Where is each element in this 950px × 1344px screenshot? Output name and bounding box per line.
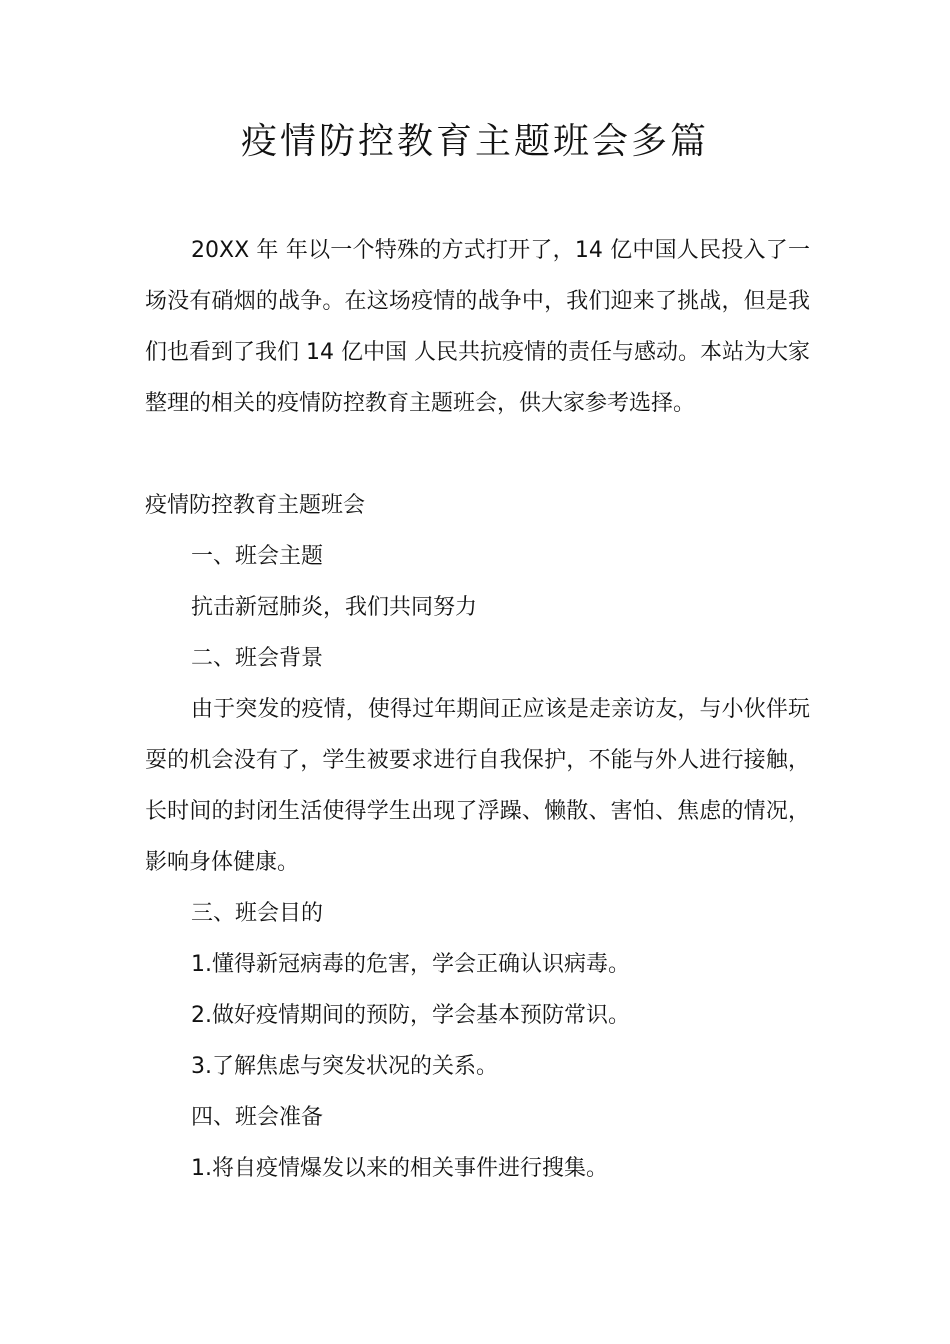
theme-text: 抗击新冠肺炎，我们共同努力 (191, 595, 478, 620)
heading-goals: 三、班会目的 (191, 901, 324, 926)
heading-background: 二、班会背景 (191, 646, 324, 671)
document-title: 疫情防控教育主题班会多篇 (240, 121, 709, 162)
heading-preparation: 四、班会准备 (191, 1105, 324, 1130)
goal-item-3: 3.了解焦虑与突发状况的关系。 (191, 1054, 498, 1079)
intro-paragraph: 20XX 年 年以一个特殊的方式打开了，14 亿中国人民投入了一场没有硝烟的战争。在这场疫情的战争中，我们迎来了挑战，但是我们也看到了我们 14 亿中国 人民共抗疫情的责任与感动。本站为大家整理的相关的疫情防控教育主题班会，供大家参考选择。 (145, 238, 810, 416)
heading-theme: 一、班会主题 (191, 544, 324, 569)
prep-item-1: 1.将自疫情爆发以来的相关事件进行搜集。 (191, 1156, 608, 1181)
section-title: 疫情防控教育主题班会 (145, 493, 366, 518)
goal-item-2: 2.做好疫情期间的预防，学会基本预防常识。 (191, 1003, 630, 1028)
goal-item-1: 1.懂得新冠病毒的危害，学会正确认识病毒。 (191, 952, 630, 977)
background-paragraph: 由于突发的疫情，使得过年期间正应该是走亲访友，与小伙伴玩耍的机会没有了，学生被要求进行自我保护，不能与外人进行接触，长时间的封闭生活使得学生出现了浮躁、懒散、害怕、焦虑的情况，影响身体健康。 (145, 697, 810, 875)
